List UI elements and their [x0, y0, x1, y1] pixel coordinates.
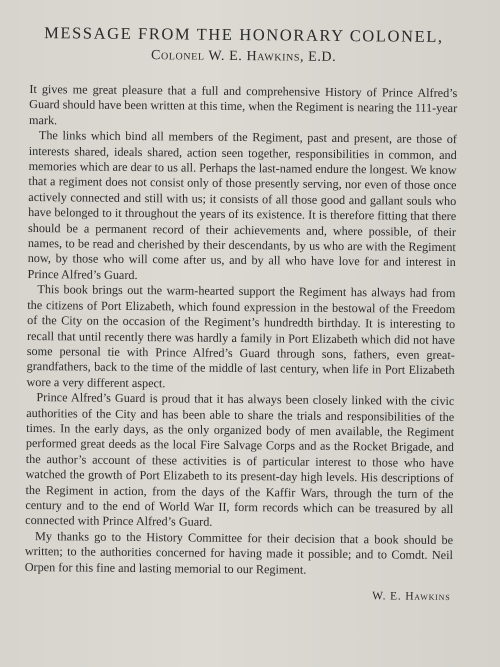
paragraph: It gives me great pleasure that a full and comprehensive History of Prince Alfred’s Guard should have been written at this time, when the Regiment is nearing the 111-year mark.: [28, 81, 458, 128]
page-title: MESSAGE FROM THE HONORARY COLONEL,: [44, 23, 444, 46]
signature: W. E. Hawkins: [372, 590, 451, 604]
paragraph: Prince Alfred’s Guard is proud that it has always been closely linked with the civic authorities of the City and has been able to share the trials and responsibilities of the times. In the early days, as the only organized body of men available, the Regiment performed great deeds as the local Fire Salvage Corps and as the Rocket Brigade, and the author’s account of these activities is of particular interest to those who have watched the growth of Port Elizabeth to its present-day high levels. His descriptions of the Regiment in action, from the days of the Kaffir Wars, through the turn of the century and to the end of World War II, form records which can be treasured by all connected with Prince Alfred’s Guard.: [25, 390, 455, 530]
page-subtitle: Colonel W. E. Hawkins, E.D.: [150, 48, 337, 65]
paragraph: The links which bind all members of the Regiment, past and present, are those of interests shared, ideals shared, action seen together, responsibilities in common, and memories which are dear to us all. Perhaps the last-named endure the longest. We know that a regiment does not consist only of those presently serving, nor even of those once actively connected and still with us; it consists of all those good and gallant souls who have belonged to it throughout the years of its existence. It is therefore fitting that there should be a permanent record of their achievements and, where possible, of their names, to be read and cherished by their descendants, by us who are with the Regiment now, by those who will come after us, and by all who have love for and interest in Prince Alfred’s Guard.: [27, 128, 457, 282]
paragraph: This book brings out the warm-hearted support the Regiment has always had from the citizens of Port Elizabeth, which found expression in the bestowal of the Freedom of the City on the occasion of the Regiment’s hundredth birthday. It is interesting to recall that until recently there was hardly a family in Port Elizabeth which did not have some personal tie with Prince Alfred’s Guard through sons, fathers, even great-grandfathers, back to the time of the middle of last century, when life in Port Elizabeth wore a very different aspect.: [26, 282, 456, 391]
text-block: [24, 22, 458, 603]
paragraph: My thanks go to the History Committee for their decision that a book should be written; to the authorities concerned for having made it possible; and to Comdt. Neil Orpen for this fine and lasting memorial to our Regiment.: [24, 528, 454, 577]
